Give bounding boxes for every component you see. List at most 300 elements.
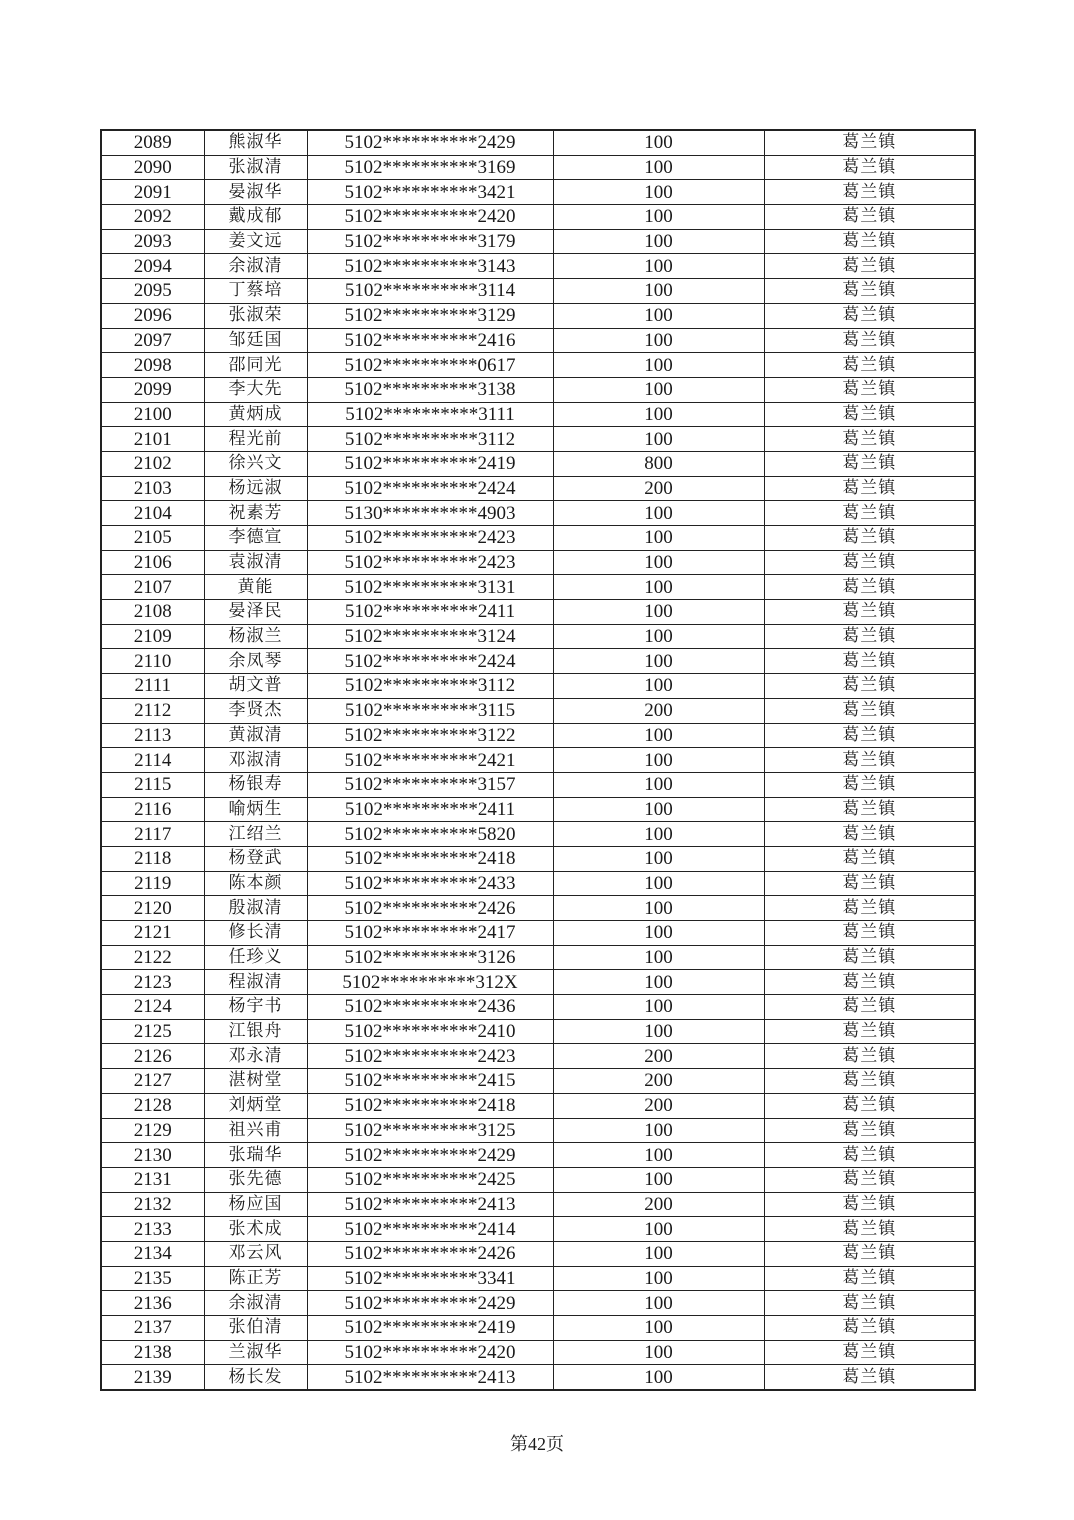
amount-cell: 100 <box>553 550 764 575</box>
row-number-cell: 2134 <box>101 1241 204 1266</box>
id-number-cell: 5102**********2423 <box>307 526 553 551</box>
name-cell: 余凤琴 <box>204 649 307 674</box>
row-number-cell: 2106 <box>101 550 204 575</box>
name-cell: 程光前 <box>204 427 307 452</box>
id-number-cell: 5102**********3138 <box>307 377 553 402</box>
name-cell: 杨淑兰 <box>204 624 307 649</box>
id-number-cell: 5102**********2424 <box>307 476 553 501</box>
row-number-cell: 2133 <box>101 1217 204 1242</box>
row-number-cell: 2092 <box>101 205 204 230</box>
name-cell: 杨长发 <box>204 1365 307 1390</box>
town-cell: 葛兰镇 <box>764 1069 975 1094</box>
row-number-cell: 2093 <box>101 229 204 254</box>
town-cell: 葛兰镇 <box>764 797 975 822</box>
roster-table-body <box>101 130 975 1390</box>
id-number-cell: 5102**********3341 <box>307 1266 553 1291</box>
id-number-cell: 5102**********2411 <box>307 600 553 625</box>
id-number-cell: 5102**********3115 <box>307 698 553 723</box>
table-row <box>101 797 975 822</box>
name-cell: 邹廷国 <box>204 328 307 353</box>
name-cell: 修长清 <box>204 921 307 946</box>
amount-cell: 100 <box>553 1167 764 1192</box>
name-cell: 湛树堂 <box>204 1069 307 1094</box>
name-cell: 杨应国 <box>204 1192 307 1217</box>
id-number-cell: 5102**********3124 <box>307 624 553 649</box>
id-number-cell: 5130**********4903 <box>307 501 553 526</box>
table-row <box>101 1093 975 1118</box>
id-number-cell: 5102**********3112 <box>307 674 553 699</box>
amount-cell: 100 <box>553 822 764 847</box>
id-number-cell: 5102**********2433 <box>307 871 553 896</box>
town-cell: 葛兰镇 <box>764 1093 975 1118</box>
row-number-cell: 2115 <box>101 772 204 797</box>
table-row <box>101 1316 975 1341</box>
id-number-cell: 5102**********2420 <box>307 205 553 230</box>
town-cell: 葛兰镇 <box>764 1340 975 1365</box>
amount-cell: 100 <box>553 1143 764 1168</box>
name-cell: 祖兴甫 <box>204 1118 307 1143</box>
name-cell: 江绍兰 <box>204 822 307 847</box>
name-cell: 袁淑清 <box>204 550 307 575</box>
row-number-cell: 2099 <box>101 377 204 402</box>
name-cell: 兰淑华 <box>204 1340 307 1365</box>
row-number-cell: 2125 <box>101 1019 204 1044</box>
amount-cell: 800 <box>553 451 764 476</box>
row-number-cell: 2131 <box>101 1167 204 1192</box>
name-cell: 邓永清 <box>204 1044 307 1069</box>
table-row <box>101 451 975 476</box>
table-row <box>101 921 975 946</box>
amount-cell: 100 <box>553 205 764 230</box>
amount-cell: 100 <box>553 1365 764 1390</box>
table-row <box>101 1291 975 1316</box>
town-cell: 葛兰镇 <box>764 846 975 871</box>
row-number-cell: 2112 <box>101 698 204 723</box>
table-row <box>101 995 975 1020</box>
row-number-cell: 2091 <box>101 180 204 205</box>
amount-cell: 100 <box>553 600 764 625</box>
id-number-cell: 5102**********2419 <box>307 1316 553 1341</box>
amount-cell: 100 <box>553 1217 764 1242</box>
row-number-cell: 2130 <box>101 1143 204 1168</box>
amount-cell: 100 <box>553 1266 764 1291</box>
town-cell: 葛兰镇 <box>764 896 975 921</box>
town-cell: 葛兰镇 <box>764 995 975 1020</box>
amount-cell: 100 <box>553 871 764 896</box>
town-cell: 葛兰镇 <box>764 970 975 995</box>
row-number-cell: 2118 <box>101 846 204 871</box>
id-number-cell: 5102**********2413 <box>307 1192 553 1217</box>
table-row <box>101 303 975 328</box>
name-cell: 余淑清 <box>204 254 307 279</box>
table-row <box>101 130 975 155</box>
amount-cell: 100 <box>553 377 764 402</box>
amount-cell: 100 <box>553 575 764 600</box>
id-number-cell: 5102**********3125 <box>307 1118 553 1143</box>
row-number-cell: 2114 <box>101 748 204 773</box>
row-number-cell: 2121 <box>101 921 204 946</box>
town-cell: 葛兰镇 <box>764 649 975 674</box>
table-row <box>101 1340 975 1365</box>
table-row <box>101 1266 975 1291</box>
amount-cell: 100 <box>553 402 764 427</box>
amount-cell: 100 <box>553 353 764 378</box>
row-number-cell: 2098 <box>101 353 204 378</box>
town-cell: 葛兰镇 <box>764 501 975 526</box>
row-number-cell: 2105 <box>101 526 204 551</box>
amount-cell: 100 <box>553 1316 764 1341</box>
table-row <box>101 254 975 279</box>
name-cell: 喻炳生 <box>204 797 307 822</box>
id-number-cell: 5102**********2429 <box>307 130 553 155</box>
id-number-cell: 5102**********5820 <box>307 822 553 847</box>
row-number-cell: 2110 <box>101 649 204 674</box>
table-row <box>101 476 975 501</box>
amount-cell: 200 <box>553 1093 764 1118</box>
town-cell: 葛兰镇 <box>764 921 975 946</box>
amount-cell: 100 <box>553 748 764 773</box>
town-cell: 葛兰镇 <box>764 451 975 476</box>
row-number-cell: 2124 <box>101 995 204 1020</box>
id-number-cell: 5102**********2436 <box>307 995 553 1020</box>
town-cell: 葛兰镇 <box>764 871 975 896</box>
amount-cell: 200 <box>553 476 764 501</box>
table-row <box>101 674 975 699</box>
name-cell: 祝素芳 <box>204 501 307 526</box>
id-number-cell: 5102**********3126 <box>307 945 553 970</box>
row-number-cell: 2103 <box>101 476 204 501</box>
table-row <box>101 1217 975 1242</box>
town-cell: 葛兰镇 <box>764 526 975 551</box>
town-cell: 葛兰镇 <box>764 1316 975 1341</box>
name-cell: 张淑荣 <box>204 303 307 328</box>
table-row <box>101 846 975 871</box>
row-number-cell: 2138 <box>101 1340 204 1365</box>
table-row <box>101 550 975 575</box>
name-cell: 杨登武 <box>204 846 307 871</box>
amount-cell: 100 <box>553 995 764 1020</box>
row-number-cell: 2116 <box>101 797 204 822</box>
row-number-cell: 2127 <box>101 1069 204 1094</box>
id-number-cell: 5102**********2414 <box>307 1217 553 1242</box>
id-number-cell: 5102**********2421 <box>307 748 553 773</box>
amount-cell: 100 <box>553 526 764 551</box>
id-number-cell: 5102**********0617 <box>307 353 553 378</box>
table-row <box>101 205 975 230</box>
name-cell: 邓云风 <box>204 1241 307 1266</box>
table-row <box>101 1069 975 1094</box>
town-cell: 葛兰镇 <box>764 1044 975 1069</box>
name-cell: 杨银寿 <box>204 772 307 797</box>
name-cell: 江银舟 <box>204 1019 307 1044</box>
table-row <box>101 526 975 551</box>
name-cell: 陈正芳 <box>204 1266 307 1291</box>
id-number-cell: 5102**********3112 <box>307 427 553 452</box>
row-number-cell: 2097 <box>101 328 204 353</box>
name-cell: 晏泽民 <box>204 600 307 625</box>
amount-cell: 100 <box>553 723 764 748</box>
id-number-cell: 5102**********3421 <box>307 180 553 205</box>
town-cell: 葛兰镇 <box>764 624 975 649</box>
town-cell: 葛兰镇 <box>764 1217 975 1242</box>
id-number-cell: 5102**********2426 <box>307 896 553 921</box>
id-number-cell: 5102**********3131 <box>307 575 553 600</box>
town-cell: 葛兰镇 <box>764 402 975 427</box>
town-cell: 葛兰镇 <box>764 254 975 279</box>
name-cell: 黄炳成 <box>204 402 307 427</box>
town-cell: 葛兰镇 <box>764 1192 975 1217</box>
table-row <box>101 501 975 526</box>
table-row <box>101 427 975 452</box>
town-cell: 葛兰镇 <box>764 600 975 625</box>
name-cell: 张淑清 <box>204 155 307 180</box>
town-cell: 葛兰镇 <box>764 130 975 155</box>
name-cell: 刘炳堂 <box>204 1093 307 1118</box>
id-number-cell: 5102**********2413 <box>307 1365 553 1390</box>
name-cell: 李德宣 <box>204 526 307 551</box>
row-number-cell: 2119 <box>101 871 204 896</box>
amount-cell: 100 <box>553 229 764 254</box>
town-cell: 葛兰镇 <box>764 1291 975 1316</box>
id-number-cell: 5102**********3111 <box>307 402 553 427</box>
id-number-cell: 5102**********312X <box>307 970 553 995</box>
town-cell: 葛兰镇 <box>764 303 975 328</box>
amount-cell: 200 <box>553 698 764 723</box>
amount-cell: 100 <box>553 427 764 452</box>
name-cell: 邓淑清 <box>204 748 307 773</box>
amount-cell: 200 <box>553 1044 764 1069</box>
id-number-cell: 5102**********2424 <box>307 649 553 674</box>
amount-cell: 100 <box>553 649 764 674</box>
name-cell: 殷淑清 <box>204 896 307 921</box>
id-number-cell: 5102**********2416 <box>307 328 553 353</box>
table-row <box>101 353 975 378</box>
id-number-cell: 5102**********2410 <box>307 1019 553 1044</box>
table-row <box>101 1167 975 1192</box>
town-cell: 葛兰镇 <box>764 1118 975 1143</box>
amount-cell: 100 <box>553 846 764 871</box>
row-number-cell: 2089 <box>101 130 204 155</box>
table-row <box>101 698 975 723</box>
name-cell: 任珍义 <box>204 945 307 970</box>
amount-cell: 100 <box>553 945 764 970</box>
name-cell: 杨宇书 <box>204 995 307 1020</box>
row-number-cell: 2136 <box>101 1291 204 1316</box>
id-number-cell: 5102**********3143 <box>307 254 553 279</box>
row-number-cell: 2108 <box>101 600 204 625</box>
amount-cell: 100 <box>553 970 764 995</box>
id-number-cell: 5102**********2429 <box>307 1143 553 1168</box>
table-row <box>101 402 975 427</box>
town-cell: 葛兰镇 <box>764 1019 975 1044</box>
town-cell: 葛兰镇 <box>764 328 975 353</box>
amount-cell: 100 <box>553 1118 764 1143</box>
name-cell: 张先德 <box>204 1167 307 1192</box>
table-row <box>101 1365 975 1390</box>
row-number-cell: 2117 <box>101 822 204 847</box>
town-cell: 葛兰镇 <box>764 1241 975 1266</box>
row-number-cell: 2137 <box>101 1316 204 1341</box>
town-cell: 葛兰镇 <box>764 1167 975 1192</box>
id-number-cell: 5102**********2415 <box>307 1069 553 1094</box>
id-number-cell: 5102**********3114 <box>307 279 553 304</box>
amount-cell: 100 <box>553 1241 764 1266</box>
page-number: 第42页 <box>510 1434 564 1454</box>
town-cell: 葛兰镇 <box>764 229 975 254</box>
table-row <box>101 723 975 748</box>
name-cell: 杨远淑 <box>204 476 307 501</box>
name-cell: 张术成 <box>204 1217 307 1242</box>
table-row <box>101 772 975 797</box>
town-cell: 葛兰镇 <box>764 353 975 378</box>
town-cell: 葛兰镇 <box>764 180 975 205</box>
amount-cell: 200 <box>553 1192 764 1217</box>
name-cell: 熊淑华 <box>204 130 307 155</box>
amount-cell: 100 <box>553 328 764 353</box>
table-row <box>101 1192 975 1217</box>
row-number-cell: 2094 <box>101 254 204 279</box>
id-number-cell: 5102**********2411 <box>307 797 553 822</box>
id-number-cell: 5102**********3179 <box>307 229 553 254</box>
town-cell: 葛兰镇 <box>764 945 975 970</box>
table-row <box>101 945 975 970</box>
town-cell: 葛兰镇 <box>764 748 975 773</box>
amount-cell: 100 <box>553 254 764 279</box>
amount-cell: 100 <box>553 921 764 946</box>
roster-table <box>100 129 976 1391</box>
id-number-cell: 5102**********2426 <box>307 1241 553 1266</box>
town-cell: 葛兰镇 <box>764 575 975 600</box>
name-cell: 余淑清 <box>204 1291 307 1316</box>
row-number-cell: 2111 <box>101 674 204 699</box>
table-row <box>101 575 975 600</box>
amount-cell: 100 <box>553 501 764 526</box>
id-number-cell: 5102**********2417 <box>307 921 553 946</box>
table-row <box>101 377 975 402</box>
name-cell: 徐兴文 <box>204 451 307 476</box>
name-cell: 张伯清 <box>204 1316 307 1341</box>
town-cell: 葛兰镇 <box>764 822 975 847</box>
id-number-cell: 5102**********2420 <box>307 1340 553 1365</box>
amount-cell: 100 <box>553 624 764 649</box>
amount-cell: 100 <box>553 1291 764 1316</box>
town-cell: 葛兰镇 <box>764 1143 975 1168</box>
name-cell: 黄淑清 <box>204 723 307 748</box>
town-cell: 葛兰镇 <box>764 550 975 575</box>
amount-cell: 100 <box>553 155 764 180</box>
name-cell: 陈本颜 <box>204 871 307 896</box>
town-cell: 葛兰镇 <box>764 427 975 452</box>
town-cell: 葛兰镇 <box>764 205 975 230</box>
name-cell: 姜文远 <box>204 229 307 254</box>
id-number-cell: 5102**********2418 <box>307 1093 553 1118</box>
row-number-cell: 2129 <box>101 1118 204 1143</box>
amount-cell: 100 <box>553 1019 764 1044</box>
id-number-cell: 5102**********2429 <box>307 1291 553 1316</box>
row-number-cell: 2126 <box>101 1044 204 1069</box>
id-number-cell: 5102**********3157 <box>307 772 553 797</box>
id-number-cell: 5102**********3122 <box>307 723 553 748</box>
name-cell: 晏淑华 <box>204 180 307 205</box>
table-row <box>101 1044 975 1069</box>
row-number-cell: 2107 <box>101 575 204 600</box>
row-number-cell: 2102 <box>101 451 204 476</box>
name-cell: 张瑞华 <box>204 1143 307 1168</box>
table-row <box>101 624 975 649</box>
name-cell: 程淑清 <box>204 970 307 995</box>
amount-cell: 200 <box>553 1069 764 1094</box>
row-number-cell: 2139 <box>101 1365 204 1390</box>
table-row <box>101 180 975 205</box>
name-cell: 戴成郁 <box>204 205 307 230</box>
row-number-cell: 2109 <box>101 624 204 649</box>
town-cell: 葛兰镇 <box>764 155 975 180</box>
row-number-cell: 2096 <box>101 303 204 328</box>
table-row <box>101 1241 975 1266</box>
row-number-cell: 2122 <box>101 945 204 970</box>
table-row <box>101 1118 975 1143</box>
town-cell: 葛兰镇 <box>764 377 975 402</box>
table-row <box>101 1019 975 1044</box>
town-cell: 葛兰镇 <box>764 772 975 797</box>
row-number-cell: 2135 <box>101 1266 204 1291</box>
amount-cell: 100 <box>553 896 764 921</box>
amount-cell: 100 <box>553 797 764 822</box>
name-cell: 胡文普 <box>204 674 307 699</box>
table-row <box>101 970 975 995</box>
table-row <box>101 1143 975 1168</box>
name-cell: 李大先 <box>204 377 307 402</box>
table-row <box>101 600 975 625</box>
row-number-cell: 2101 <box>101 427 204 452</box>
amount-cell: 100 <box>553 1340 764 1365</box>
town-cell: 葛兰镇 <box>764 1266 975 1291</box>
town-cell: 葛兰镇 <box>764 279 975 304</box>
town-cell: 葛兰镇 <box>764 1365 975 1390</box>
name-cell: 黄能 <box>204 575 307 600</box>
table-row <box>101 328 975 353</box>
row-number-cell: 2104 <box>101 501 204 526</box>
amount-cell: 100 <box>553 279 764 304</box>
id-number-cell: 5102**********2419 <box>307 451 553 476</box>
row-number-cell: 2132 <box>101 1192 204 1217</box>
row-number-cell: 2095 <box>101 279 204 304</box>
table-row <box>101 229 975 254</box>
row-number-cell: 2120 <box>101 896 204 921</box>
table-row <box>101 649 975 674</box>
id-number-cell: 5102**********2423 <box>307 550 553 575</box>
row-number-cell: 2113 <box>101 723 204 748</box>
name-cell: 李贤杰 <box>204 698 307 723</box>
id-number-cell: 5102**********2418 <box>307 846 553 871</box>
name-cell: 邵同光 <box>204 353 307 378</box>
id-number-cell: 5102**********2423 <box>307 1044 553 1069</box>
town-cell: 葛兰镇 <box>764 723 975 748</box>
name-cell: 丁蔡培 <box>204 279 307 304</box>
row-number-cell: 2090 <box>101 155 204 180</box>
row-number-cell: 2100 <box>101 402 204 427</box>
table-row <box>101 896 975 921</box>
town-cell: 葛兰镇 <box>764 674 975 699</box>
table-row <box>101 279 975 304</box>
id-number-cell: 5102**********2425 <box>307 1167 553 1192</box>
table-row <box>101 871 975 896</box>
amount-cell: 100 <box>553 180 764 205</box>
id-number-cell: 5102**********3169 <box>307 155 553 180</box>
row-number-cell: 2123 <box>101 970 204 995</box>
amount-cell: 100 <box>553 130 764 155</box>
town-cell: 葛兰镇 <box>764 698 975 723</box>
